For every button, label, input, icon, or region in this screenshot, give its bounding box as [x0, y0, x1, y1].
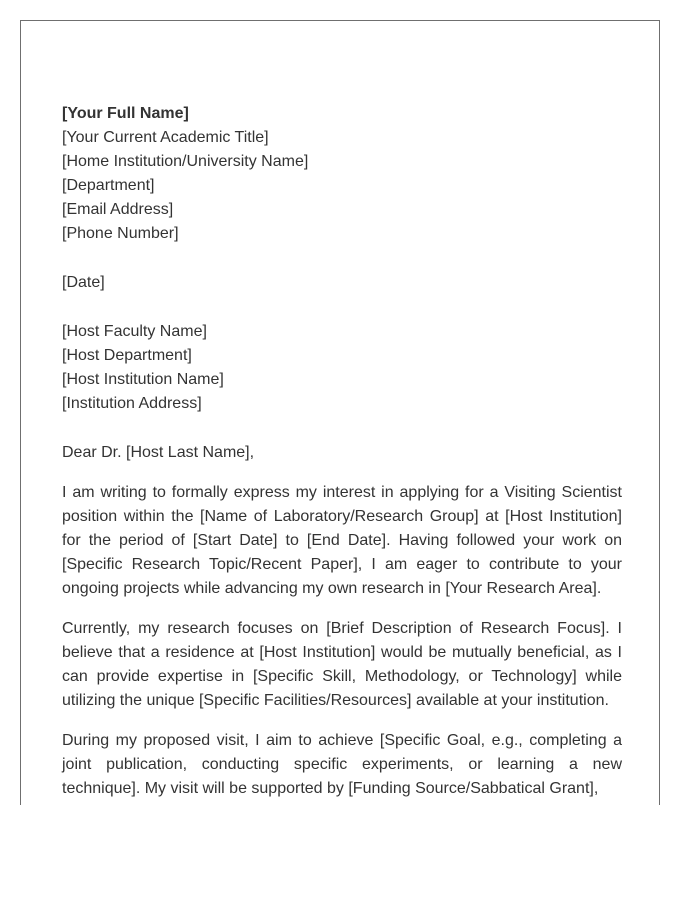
- letter-page: [20, 20, 660, 805]
- sender-name: [Your Full Name]: [62, 105, 189, 122]
- sender-email: [Email Address]: [62, 201, 174, 218]
- sender-department: [Department]: [62, 177, 155, 194]
- date-block: [62, 271, 622, 295]
- body-paragraph-goals: During my proposed visit, I aim to achieve [Specific Goal, e.g., completing a joint publication, conducting specific experiments, or learning a new technique]. My visit will be supported by [Funding Source/Sabbatical Grant],: [62, 732, 622, 797]
- sender-block: [62, 102, 622, 246]
- recipient-department: [Host Department]: [62, 347, 192, 364]
- sender-institution: [Home Institution/University Name]: [62, 153, 309, 170]
- letter-content: [62, 102, 622, 801]
- recipient-institution: [Host Institution Name]: [62, 371, 224, 388]
- sender-phone: [Phone Number]: [62, 225, 179, 242]
- recipient-name: [Host Faculty Name]: [62, 323, 207, 340]
- salutation-block: [62, 441, 622, 465]
- sender-title: [Your Current Academic Title]: [62, 129, 269, 146]
- body-paragraph-research: Currently, my research focuses on [Brief Description of Research Focus]. I believe that a residence at [Host Institution] would be mutually beneficial, as I can provide expertise in [Specific Skill, Methodology, or Technology] while utilizing the unique [Specific Facilities/Resources] available at your institution.: [62, 620, 622, 709]
- salutation: Dear Dr. [Host Last Name],: [62, 444, 255, 461]
- letter-date: [Date]: [62, 274, 105, 291]
- recipient-address: [Institution Address]: [62, 395, 202, 412]
- letter-body: [62, 481, 622, 801]
- recipient-block: [62, 320, 622, 416]
- body-paragraph-interest: I am writing to formally express my interest in applying for a Visiting Scientist position within the [Name of Laboratory/Research Group] at [Host Institution] for the period of [Start Date] to [End Date]. Having followed your work on [Specific Research Topic/Recent Paper], I am eager to contribute to your ongoing projects while advancing my own research in [Your Research Area].: [62, 484, 622, 597]
